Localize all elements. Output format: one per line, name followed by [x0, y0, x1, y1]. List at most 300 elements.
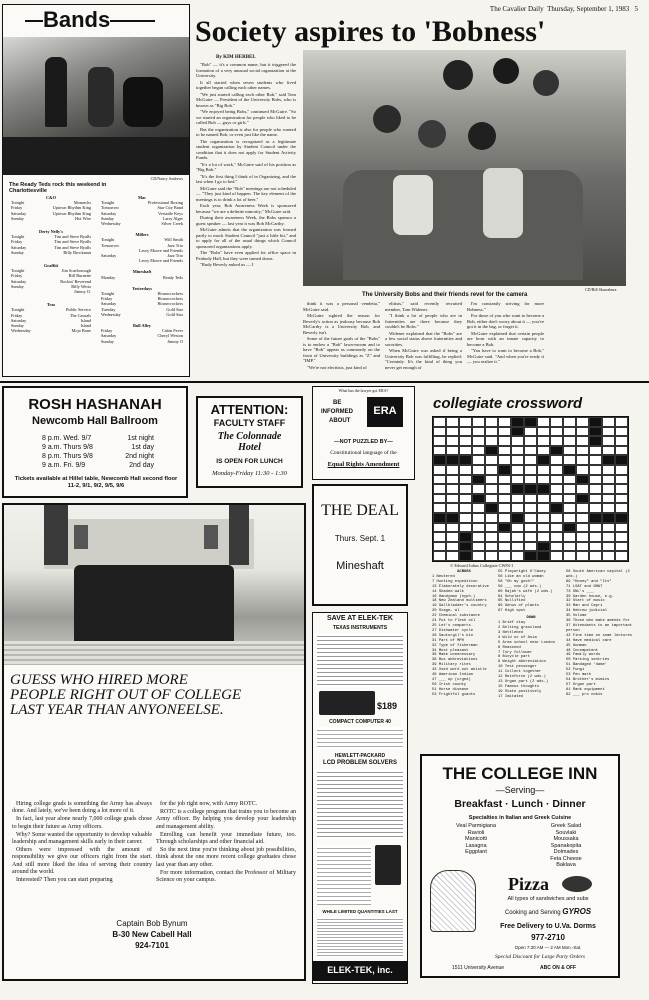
- crossword-clue: 10 Test pessenger: [498, 665, 537, 670]
- crossword-cell[interactable]: [472, 446, 485, 456]
- crossword-cell[interactable]: [563, 475, 576, 485]
- crossword-cell[interactable]: [433, 446, 446, 456]
- elektek-price-list: [317, 633, 403, 687]
- crossword-cell[interactable]: [537, 475, 550, 485]
- crossword-cell[interactable]: [563, 542, 576, 552]
- crossword-cell[interactable]: [589, 446, 602, 456]
- crossword-clue: 7 Tory follower: [498, 650, 533, 655]
- crossword-clue: 11 Collect together: [498, 670, 542, 675]
- crossword-cell[interactable]: [550, 465, 563, 475]
- crossword-cell[interactable]: [433, 475, 446, 485]
- crossword-block: [511, 513, 524, 523]
- era-not-puzzled: —NOT PUZZLED BY—: [334, 439, 393, 445]
- bobs-caption: The University Bobs and their friends revel for the camera: [362, 292, 528, 298]
- crossword-clue: 34 Hebrew judicial: [566, 609, 608, 614]
- article-column-1: "Bob" — it's a common name, but it triggered the formation of a very unusual social organization at the University. It all started when seven students who lived together began calling each other names. "We just started calling each other Bob," said Tom McGuire — President of the University Bobs, who is known as "Big Bob." "We enjoyed being Bobs," continued McGuire. "So we started an organization for people who liked to be called Bob — guys or girls." But the organization is also for people who wanted to be named Bob, or even just like the name. The organization is recognized as a legitimate student organization by Student Council under the condition that it does not apply for Student Activity Funds. "It's a lot of work," McGuire said of his position as "Big Bob." "It's the first thing I think of in Organizing, and the last when I go to bed." McGuire said the "Bob" meetings are not scheduled — "They just kind of happen. The key element of the meetings is to drink a lot of beer." Each year, Bob Awareness Week is sponsored because "we are a definite minority," McGuire said. During their awareness Week, the Bobs sponsor a guest speaker — last year it was Bob McCarthy. McGuire admits that the organization was formed partly to mock Student Council "just a little bit," and to apply for all of the usual things which Council sponsored organizations apply. The "Bobs" have even applied for office space in Peabody Hall, but they were turned down. "Rudy Beverly nuked us — I: [196, 62, 296, 267]
- crossword-cell[interactable]: [524, 513, 537, 523]
- crossword-cell[interactable]: [576, 465, 589, 475]
- crossword-cell[interactable]: [498, 484, 511, 494]
- bands-title: Bands: [25, 7, 155, 33]
- crossword-block: [485, 446, 498, 456]
- crossword-cell[interactable]: [511, 523, 524, 533]
- menu-item: Eggplant: [465, 849, 487, 855]
- crossword-cell[interactable]: [485, 542, 498, 552]
- crossword-cell[interactable]: [511, 503, 524, 513]
- crossword-cell[interactable]: [485, 427, 498, 437]
- crossword-cell[interactable]: [459, 475, 472, 485]
- deal-title: THE DEAL: [321, 502, 399, 519]
- crossword-clue: 57 Organ part: [566, 682, 596, 687]
- rosh-schedule: 8 p.m. Wed. 9/7 1st night 9 a.m. Thurs 9/8 1st day 8 p.m. Thurs 9/8 2nd night 9 a.m. Fri. 9/9 2nd day: [42, 435, 154, 469]
- crossword-cell[interactable]: [576, 446, 589, 456]
- inn-cooking: Cooking and Serving GYROS: [504, 907, 592, 916]
- crossword-cell[interactable]: [485, 417, 498, 427]
- crossword-cell[interactable]: [589, 484, 602, 494]
- crossword-cell[interactable]: [576, 455, 589, 465]
- crossword-clue: 33 Man and Capri: [566, 604, 603, 609]
- rotc-copy-left: Hiring college grads is something the Army has always done. And lately, we've been doing a lot more of it. In fact, last year alone nearly 7,000 college grads chose to begin their future as Army officers. Why? Some wanted the opportunity to develop valuable leadership and management skills early in their career. Others were impressed with the amount of responsibility we give our officers right from the start. And still more liked the idea of serving their country around the world. Interested? Then you can start preparing: [12, 801, 152, 884]
- crossword-clue: 4 Wild ox of Asia: [498, 635, 537, 640]
- crossword-block: [563, 523, 576, 533]
- elektek-footer: ELEK-TEK, inc.: [313, 961, 407, 981]
- crossword-block: [602, 455, 615, 465]
- crossword-cell[interactable]: [589, 494, 602, 504]
- crossword-cell[interactable]: [485, 455, 498, 465]
- crossword-cell[interactable]: [524, 436, 537, 446]
- crossword-cell[interactable]: [615, 475, 628, 485]
- crossword-clue: 66 Genus of plants: [498, 604, 540, 609]
- era-amendment: Equal Rights Amendment: [327, 461, 400, 468]
- crossword-cell[interactable]: [602, 542, 615, 552]
- crossword-cell[interactable]: [524, 542, 537, 552]
- venue-bull-alley: Bull Alley Friday Cabin Fever Saturday Cheryl Weston Sunday Jimmy O: [101, 323, 183, 344]
- crossword-cell[interactable]: [550, 417, 563, 427]
- crossword-cell[interactable]: [524, 503, 537, 513]
- crossword-grid[interactable]: [432, 416, 629, 562]
- crossword-cell[interactable]: [524, 465, 537, 475]
- band-list-right: [101, 195, 183, 344]
- era-constitutional: Constitutional language of the: [330, 450, 397, 456]
- crossword-cell[interactable]: [446, 484, 459, 494]
- crossword-clue: 24 Put to flesh oil: [432, 619, 476, 624]
- crossword-block: [446, 455, 459, 465]
- article-byline: By KIM HERBEL: [216, 55, 256, 60]
- crossword-cell[interactable]: [433, 494, 446, 504]
- crossword-cell[interactable]: [498, 436, 511, 446]
- crossword-cell[interactable]: [524, 475, 537, 485]
- crossword-cell[interactable]: [459, 494, 472, 504]
- crossword-cell[interactable]: [459, 417, 472, 427]
- crossword-cell[interactable]: [433, 532, 446, 542]
- crossword-cell[interactable]: [537, 427, 550, 437]
- attention-line5: Monday-Friday 11:30 - 1:30: [212, 470, 287, 477]
- crossword-clue: 60 Rajah's wife (2 wds.): [498, 589, 553, 594]
- crossword-cell[interactable]: [498, 503, 511, 513]
- crossword-cell[interactable]: [433, 484, 446, 494]
- crossword-cell[interactable]: [615, 427, 628, 437]
- menu-item: Veal Parmigiana: [455, 823, 497, 829]
- crossword-cell[interactable]: [498, 427, 511, 437]
- crossword-block: [498, 523, 511, 533]
- calculator-image: [375, 845, 401, 885]
- crossword-clue: 19 State positively: [498, 689, 542, 694]
- crossword-clue: 64 Scholarly: [498, 594, 526, 599]
- crossword-cell[interactable]: [433, 542, 446, 552]
- crossword-cell[interactable]: [615, 436, 628, 446]
- page-header: [470, 6, 638, 12]
- crossword-cell[interactable]: [472, 513, 485, 523]
- crossword-cell[interactable]: [563, 532, 576, 542]
- crossword-cell[interactable]: [602, 484, 615, 494]
- crossword-clue: 27 Dishwater cycle: [432, 628, 474, 633]
- crossword-cell[interactable]: [576, 503, 589, 513]
- crossword-block: [524, 484, 537, 494]
- menu-item: Greek Salad: [550, 823, 582, 829]
- crossword-cell[interactable]: [524, 532, 537, 542]
- crossword-cell[interactable]: [511, 542, 524, 552]
- crossword-cell[interactable]: [459, 523, 472, 533]
- crossword-cell[interactable]: [433, 503, 446, 513]
- crossword-cell[interactable]: [511, 436, 524, 446]
- crossword-cell[interactable]: [485, 465, 498, 475]
- section-divider: [0, 381, 649, 383]
- crossword-cell[interactable]: [446, 532, 459, 542]
- crossword-cell[interactable]: [615, 523, 628, 533]
- crossword-cell[interactable]: [537, 513, 550, 523]
- crossword-cell[interactable]: [524, 446, 537, 456]
- crossword-cell[interactable]: [446, 523, 459, 533]
- crossword-cell[interactable]: [472, 465, 485, 475]
- crossword-cell[interactable]: [446, 542, 459, 552]
- elektek-fine-print: [317, 917, 403, 957]
- crossword-cell[interactable]: [446, 475, 459, 485]
- crossword-cell[interactable]: [602, 551, 615, 561]
- crossword-cell[interactable]: [524, 494, 537, 504]
- crossword-cell[interactable]: [537, 523, 550, 533]
- crossword-cell[interactable]: [563, 436, 576, 446]
- crossword-cell[interactable]: [472, 436, 485, 446]
- crossword-cell[interactable]: [485, 475, 498, 485]
- crossword-cell[interactable]: [550, 427, 563, 437]
- crossword-cell[interactable]: [589, 465, 602, 475]
- crossword-cell[interactable]: [576, 513, 589, 523]
- crossword-cell[interactable]: [498, 551, 511, 561]
- elektek-computer: COMPACT COMPUTER 40: [329, 719, 391, 725]
- crossword-cell[interactable]: [498, 446, 511, 456]
- crossword-clue: 51 Horse disease: [432, 687, 469, 692]
- crossword-cell[interactable]: [446, 427, 459, 437]
- crossword-cell[interactable]: [446, 494, 459, 504]
- rotc-contact-name: Captain Bob Bynum: [116, 919, 188, 928]
- crossword-block: [537, 551, 550, 561]
- crossword-cell[interactable]: [524, 427, 537, 437]
- crossword-cell[interactable]: [511, 551, 524, 561]
- crossword-cell[interactable]: [485, 484, 498, 494]
- article-headline: Society aspires to 'Bobness': [195, 15, 546, 48]
- crossword-title: collegiate crossword: [433, 395, 583, 412]
- chef-drawing: [430, 870, 476, 932]
- crossword-clue: 12 Reinforce (2 wds.): [498, 675, 546, 680]
- venue-derty-nellys: Derty Nelly's Tonight Tim and Steve Ryalls Friday Tim and Steve Ryalls Saturday Tim and Steve Ryalls Sunday Billy Brockman: [11, 229, 91, 255]
- rosh-tickets: Tickets available at Hillel table, Newcomb Hall second floor 11-2, 9/1, 9/2, 9/5, 9/6: [14, 476, 178, 489]
- crossword-block: [589, 427, 602, 437]
- crossword-cell[interactable]: [446, 551, 459, 561]
- crossword-cell[interactable]: [550, 455, 563, 465]
- crossword-clue: 69 "Honey" and "Its": [566, 579, 612, 584]
- crossword-block: [537, 484, 550, 494]
- inn-specialties: Specialties in Italian and Greek Cuisine: [468, 815, 572, 821]
- menu-item: Ravioli: [467, 829, 485, 836]
- crossword-clue: 28 Sautorgil's kin: [432, 633, 474, 638]
- crossword-cell[interactable]: [433, 417, 446, 427]
- crossword-cell[interactable]: [524, 455, 537, 465]
- crossword-cell[interactable]: [602, 436, 615, 446]
- crossword-cell[interactable]: [537, 503, 550, 513]
- crossword-cell[interactable]: [550, 532, 563, 542]
- crossword-cell[interactable]: [550, 513, 563, 523]
- elektek-title: SAVE AT ELEK-TEK: [327, 615, 393, 622]
- crossword-cell[interactable]: [615, 446, 628, 456]
- crossword-clue: 25 Let's comparts: [432, 623, 471, 628]
- crossword-cell[interactable]: [446, 436, 459, 446]
- crossword-cell[interactable]: [576, 484, 589, 494]
- crossword-cell[interactable]: [472, 455, 485, 465]
- crossword-cell[interactable]: [459, 446, 472, 456]
- crossword-cell[interactable]: [472, 523, 485, 533]
- venue-tras: Tras Tonight Public Service Friday The Casuals Saturday Island Sunday Island Wednesday Mojo Bone: [11, 302, 91, 334]
- crossword-cell[interactable]: [498, 494, 511, 504]
- inn-address: 1511 University Avenue: [452, 965, 505, 971]
- crossword-clue: 35 Volume: [566, 614, 587, 619]
- bobs-photo-credit: CD/Bill Skawabura: [585, 287, 617, 292]
- crossword-clue: 14 Shaded walk: [432, 589, 464, 594]
- crossword-cell[interactable]: [459, 484, 472, 494]
- crossword-cell[interactable]: [485, 436, 498, 446]
- inn-pizza: Pizza: [508, 874, 549, 894]
- crossword-cell[interactable]: [576, 551, 589, 561]
- crossword-clue: 62 ___ pro nobis: [566, 692, 603, 697]
- crossword-cell[interactable]: [498, 475, 511, 485]
- elektek-lcd: LCD PROBLEM SOLVERS: [323, 760, 397, 766]
- crossword-cell[interactable]: [550, 436, 563, 446]
- crossword-cell[interactable]: [576, 523, 589, 533]
- crossword-cell[interactable]: [550, 551, 563, 561]
- crossword-clue: 53 Pen mark: [566, 673, 592, 678]
- crossword-clue: 19 Gallbladder's country: [432, 604, 487, 609]
- crossword-clue: 5 Area school near London: [498, 640, 555, 645]
- band-list-left: [11, 195, 91, 333]
- crossword-cell[interactable]: [459, 503, 472, 513]
- crossword-cell[interactable]: [563, 455, 576, 465]
- crossword-cell[interactable]: [524, 523, 537, 533]
- crossword-cell[interactable]: [459, 465, 472, 475]
- crossword-cell[interactable]: [602, 475, 615, 485]
- crossword-cell[interactable]: [563, 446, 576, 456]
- crossword-clue: 18 New Zealand multimers: [432, 599, 487, 604]
- crossword-cell[interactable]: [615, 417, 628, 427]
- crossword-cell[interactable]: [433, 427, 446, 437]
- crossword-cell[interactable]: [615, 503, 628, 513]
- crossword-block: [589, 436, 602, 446]
- inn-delivery: Free Delivery to U.Va. Dorms: [500, 923, 596, 930]
- crossword-cell[interactable]: [537, 436, 550, 446]
- crossword-cell[interactable]: [550, 494, 563, 504]
- crossword-cell[interactable]: [459, 513, 472, 523]
- crossword-cell[interactable]: [615, 494, 628, 504]
- crossword-cell[interactable]: [511, 494, 524, 504]
- crossword-cell[interactable]: [563, 494, 576, 504]
- crossword-cell[interactable]: [576, 542, 589, 552]
- crossword-cell[interactable]: [602, 503, 615, 513]
- crossword-cell[interactable]: [433, 465, 446, 475]
- crossword-cell[interactable]: [615, 542, 628, 552]
- crossword-cell[interactable]: [485, 532, 498, 542]
- crossword-clue: 36 Those who make amends for: [566, 619, 630, 624]
- crossword-cell[interactable]: [472, 503, 485, 513]
- inn-abc: ABC ON & OFF: [540, 965, 577, 971]
- crossword-cell[interactable]: [589, 503, 602, 513]
- crossword-cell[interactable]: [537, 446, 550, 456]
- crossword-clue: 58 "Oh my gosh!": [498, 579, 535, 584]
- crossword-cell[interactable]: [459, 436, 472, 446]
- crossword-cell[interactable]: [576, 427, 589, 437]
- crossword-block: [589, 513, 602, 523]
- rotc-contact-room: B-30 New Cabell Hall: [112, 930, 192, 939]
- crossword-cell[interactable]: [472, 417, 485, 427]
- crossword-cell[interactable]: [589, 475, 602, 485]
- venue-mineshaft: Mineshaft Monday Ready Teds: [101, 269, 183, 280]
- crossword-cell[interactable]: [498, 455, 511, 465]
- crossword-cell[interactable]: [511, 532, 524, 542]
- crossword-cell[interactable]: [459, 427, 472, 437]
- attention-line2: FACULTY STAFF: [213, 418, 286, 428]
- elektek-ti: TEXAS INSTRUMENTS: [332, 625, 388, 631]
- crossword-clue: 47 ___ up (urged): [432, 677, 471, 682]
- crossword-clue: 38 Bus abbreviations: [432, 658, 478, 663]
- deal-venue: Mineshaft: [336, 560, 384, 572]
- bands-panel: [2, 4, 190, 377]
- crossword-clue: 31 Part of MPH: [432, 638, 464, 643]
- crossword-cell[interactable]: [498, 417, 511, 427]
- crossword-cell[interactable]: [602, 417, 615, 427]
- crossword-cell[interactable]: [472, 427, 485, 437]
- crossword-cell[interactable]: [563, 551, 576, 561]
- paper-name: The Cavalier Daily: [489, 5, 544, 13]
- crossword-cell[interactable]: [576, 532, 589, 542]
- crossword-clue: 59 ___ cow (2 wds.): [498, 584, 542, 589]
- crossword-clue: 37 Attendants to an important person: [566, 623, 633, 633]
- crossword-cell[interactable]: [511, 455, 524, 465]
- crossword-cell[interactable]: [576, 436, 589, 446]
- crossword-cell[interactable]: [602, 446, 615, 456]
- crossword-cell[interactable]: [433, 523, 446, 533]
- college-inn-ad: [420, 754, 620, 978]
- crossword-cell[interactable]: [485, 523, 498, 533]
- crossword-cell[interactable]: [550, 542, 563, 552]
- crossword-cell[interactable]: [550, 523, 563, 533]
- crossword-cell[interactable]: [446, 503, 459, 513]
- crossword-cell[interactable]: [511, 446, 524, 456]
- crossword-cell[interactable]: [563, 427, 576, 437]
- crossword-cell[interactable]: [433, 551, 446, 561]
- crossword-cell[interactable]: [550, 484, 563, 494]
- era-ad: [312, 386, 415, 480]
- crossword-cell[interactable]: [602, 532, 615, 542]
- crossword-block: [550, 503, 563, 513]
- crossword-cell[interactable]: [498, 513, 511, 523]
- crossword-cell[interactable]: [615, 465, 628, 475]
- crossword-cell[interactable]: [602, 523, 615, 533]
- crossword-cell[interactable]: [511, 475, 524, 485]
- crossword-cell[interactable]: [537, 532, 550, 542]
- crossword-cell[interactable]: [563, 503, 576, 513]
- crossword-clue: 30 Garden house, e.g.: [566, 594, 614, 599]
- crossword-cell[interactable]: [485, 513, 498, 523]
- crossword-cell[interactable]: [472, 551, 485, 561]
- crossword-cell[interactable]: [602, 465, 615, 475]
- menu-item: Dolmades: [553, 849, 579, 855]
- crossword-cell[interactable]: [563, 513, 576, 523]
- crossword-cell[interactable]: [498, 542, 511, 552]
- crossword-cell[interactable]: [589, 551, 602, 561]
- elektek-hp-list: [317, 769, 403, 839]
- crossword-cell[interactable]: [472, 542, 485, 552]
- crossword-block: [537, 455, 550, 465]
- crossword-cell[interactable]: [550, 475, 563, 485]
- crossword-cell[interactable]: [472, 484, 485, 494]
- crossword-cell[interactable]: [446, 417, 459, 427]
- article-column-4: I'm constantly striving for more Bobness." For those of you who want to become a Bob, either don't worry about it — you've got it in the bag, or forget it. McGuire explained that certain people are born with an innate capacity to become a Bob. "You have to want to become a Bob," McGuire said. "And when you're ready it — you realize it.": [467, 301, 544, 364]
- crossword-cell[interactable]: [615, 532, 628, 542]
- crossword-clue: 3 Nettlebed: [498, 630, 524, 635]
- crossword-clue: 50 Irish county: [432, 682, 467, 687]
- crossword-cell[interactable]: [576, 417, 589, 427]
- crossword-cell[interactable]: [537, 494, 550, 504]
- army-rotc-ad: [2, 503, 306, 981]
- crossword-cell[interactable]: [589, 542, 602, 552]
- inn-phone[interactable]: 977-2710: [531, 933, 565, 942]
- crossword-block: [433, 513, 446, 523]
- inn-serving: —Serving—: [495, 785, 545, 795]
- crossword-across-3: [566, 570, 636, 698]
- crossword-cell[interactable]: [602, 494, 615, 504]
- crossword-cell[interactable]: [511, 465, 524, 475]
- crossword-cell[interactable]: [563, 484, 576, 494]
- crossword-clue: 16 Handyman (hyph.): [432, 594, 476, 599]
- crossword-cell[interactable]: [615, 551, 628, 561]
- crossword-cell[interactable]: [563, 417, 576, 427]
- crossword-clue: 42 Fine time on some lectures: [566, 633, 633, 638]
- crossword-clue: 44 Have medical care: [566, 638, 612, 643]
- crossword-cell[interactable]: [446, 465, 459, 475]
- attention-line4: IS OPEN FOR LUNCH: [216, 458, 283, 465]
- crossword-cell[interactable]: [485, 494, 498, 504]
- crossword-cell[interactable]: [498, 532, 511, 542]
- crossword-clue: 49 Family words: [566, 653, 601, 658]
- crossword-cell[interactable]: [433, 436, 446, 446]
- crossword-cell[interactable]: [537, 465, 550, 475]
- colonnade-hotel-ad: [196, 396, 303, 488]
- crossword-cell[interactable]: [472, 532, 485, 542]
- crossword-cell[interactable]: [602, 427, 615, 437]
- crossword-cell[interactable]: [589, 532, 602, 542]
- crossword-cell[interactable]: [589, 455, 602, 465]
- crossword-cell[interactable]: [485, 551, 498, 561]
- crossword-cell[interactable]: [615, 484, 628, 494]
- crossword-cell[interactable]: [537, 417, 550, 427]
- crossword-cell[interactable]: [446, 446, 459, 456]
- crossword-cell[interactable]: [589, 523, 602, 533]
